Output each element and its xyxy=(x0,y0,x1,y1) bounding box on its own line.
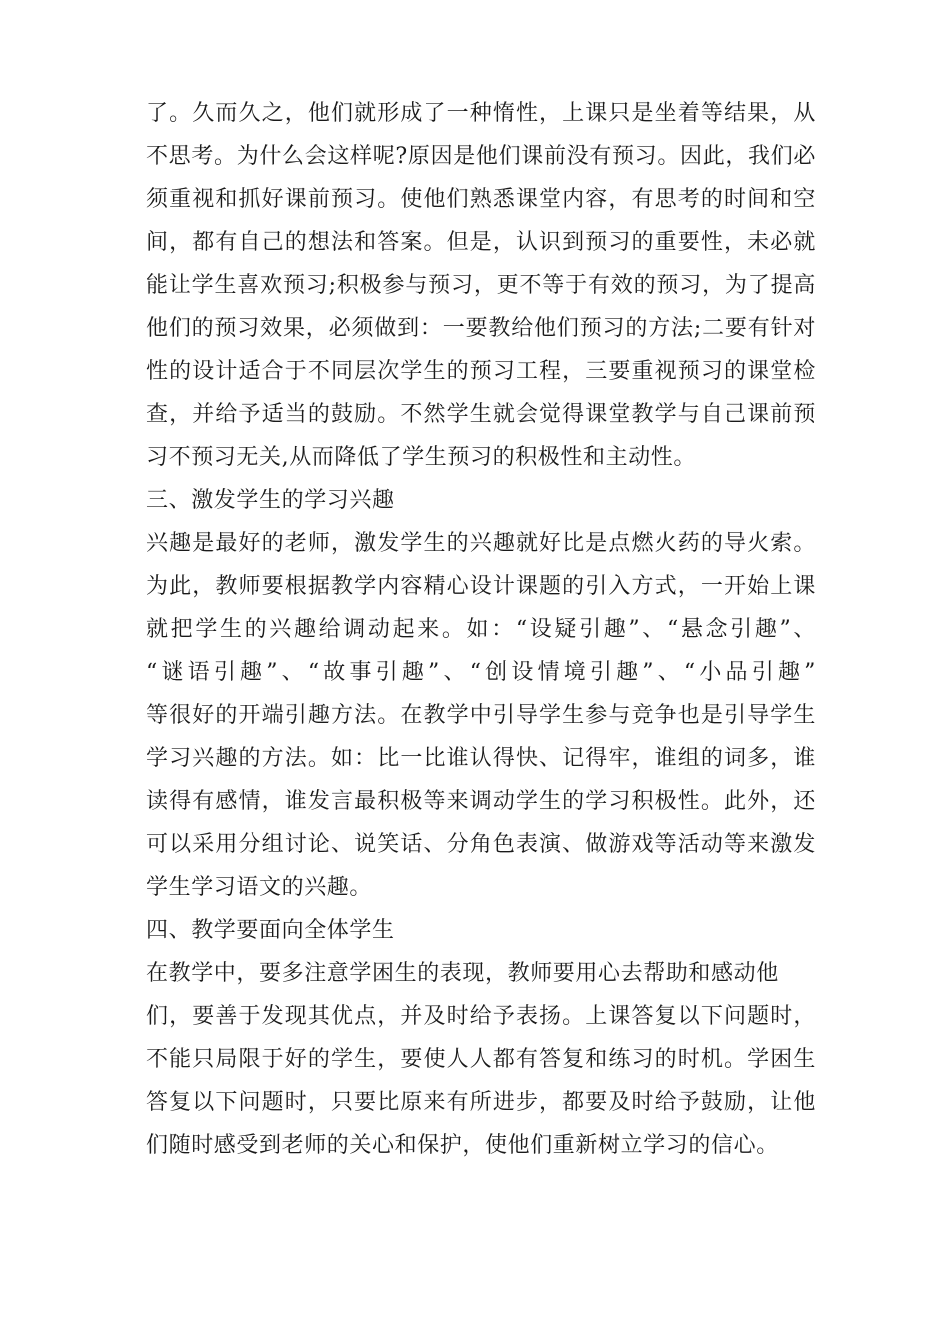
text-line: 四、教学要面向全体学生 xyxy=(146,918,395,943)
text-line: 为此，教师要根据教学内容精心设计课题的引入方式，一开始上课 xyxy=(146,574,816,599)
text-line: 能让学生喜欢预习;积极参与预习，更不等于有效的预习，为了提高 xyxy=(146,273,816,298)
text-line: 们随时感受到老师的关心和保护，使他们重新树立学习的信心。 xyxy=(146,1133,779,1158)
text-line: 们，要善于发现其优点，并及时给予表扬。上课答复以下问题时， xyxy=(146,1004,816,1029)
text-line: 答复以下问题时，只要比原来有所进步，都要及时给予鼓励，让他 xyxy=(146,1090,816,1115)
text-line: 间，都有自己的想法和答案。但是，认识到预习的重要性，未必就 xyxy=(146,230,816,255)
text-line: 读得有感情，谁发言最积极等来调动学生的学习积极性。此外，还 xyxy=(146,789,816,814)
document-body xyxy=(146,92,816,1167)
text-line: 可以采用分组讨论、说笑话、分角色表演、做游戏等活动等来激发 xyxy=(146,832,816,857)
text-line: 须重视和抓好课前预习。使他们熟悉课堂内容，有思考的时间和空 xyxy=(146,187,816,212)
text-line: 等很好的开端引趣方法。在教学中引导学生参与竞争也是引导学生 xyxy=(146,703,816,728)
text-line: 兴趣是最好的老师，激发学生的兴趣就好比是点燃火药的导火索。 xyxy=(146,531,816,556)
text-line: 三、激发学生的学习兴趣 xyxy=(146,488,395,513)
text-line: 查，并给予适当的鼓励。不然学生就会觉得课堂教学与自己课前预 xyxy=(146,402,816,427)
text-line: 学生学习语文的兴趣。 xyxy=(146,875,373,900)
text-line: 习不预习无关,从而降低了学生预习的积极性和主动性。 xyxy=(146,445,696,470)
text-line: 他们的预习效果，必须做到：一要教给他们预习的方法;二要有针对 xyxy=(146,316,816,341)
text-line: 不思考。为什么会这样呢?原因是他们课前没有预习。因此，我们必 xyxy=(146,144,816,169)
text-line: 学习兴趣的方法。如：比一比谁认得快、记得牢，谁组的词多，谁 xyxy=(146,746,816,771)
text-line: 了。久而久之，他们就形成了一种惰性，上课只是坐着等结果，从 xyxy=(146,101,816,126)
text-line: 就把学生的兴趣给调动起来。如：“设疑引趣”、“悬念引趣”、 xyxy=(146,617,816,642)
text-line: 不能只局限于好的学生，要使人人都有答复和练习的时机。学困生 xyxy=(146,1047,816,1072)
text-line: 在教学中，要多注意学困生的表现，教师要用心去帮助和感动他 xyxy=(146,961,779,986)
text-line: 性的设计适合于不同层次学生的预习工程，三要重视预习的课堂检 xyxy=(146,359,816,384)
text-line: “谜语引趣”、“故事引趣”、“创设情境引趣”、“小品引趣” xyxy=(146,660,816,685)
